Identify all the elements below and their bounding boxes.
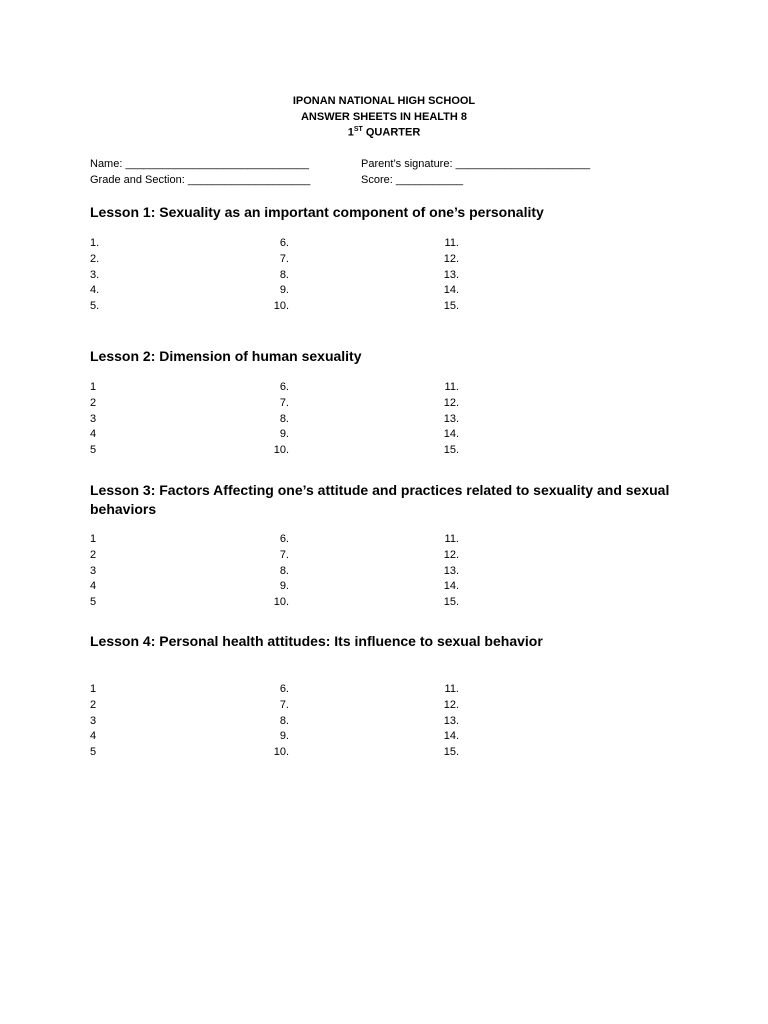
lesson-3-item: 1 <box>90 533 97 545</box>
lesson-1-item: 7. <box>279 252 289 265</box>
lesson-4-item: 3 <box>90 714 97 727</box>
lesson-1-item: 14. <box>443 284 459 297</box>
lesson-4-item: 13. <box>443 714 459 727</box>
lesson-1-item: 5. <box>90 300 100 313</box>
lesson-1-item: 3. <box>90 268 100 281</box>
lesson-3-item: 4 <box>90 580 97 593</box>
lesson-4-item: 6. <box>279 683 289 695</box>
lesson-2-item: 8. <box>279 412 289 425</box>
lesson-3-item: 8. <box>279 564 289 577</box>
lesson-2-item: 9. <box>279 428 289 441</box>
lesson-2-item: 6. <box>279 381 289 393</box>
lesson-1-item: 1. <box>90 237 100 249</box>
lesson-2-heading: Lesson 2: Dimension of human sexuality <box>90 348 362 364</box>
lesson-3-item: 9. <box>279 580 289 593</box>
lesson-4-item: 2 <box>90 698 97 711</box>
lesson-1-item: 6. <box>279 237 289 249</box>
lesson-2-item: 10. <box>273 444 289 457</box>
sheet-title: ANSWER SHEETS IN HEALTH 8 <box>300 111 468 123</box>
lesson-1-item: 9. <box>279 284 289 297</box>
quarter-superscript: ST <box>353 126 363 133</box>
quarter-label <box>0 126 768 139</box>
lesson-2-item: 14. <box>443 428 459 441</box>
school-name: IPONAN NATIONAL HIGH SCHOOL <box>292 95 476 107</box>
lesson-3-item: 7. <box>279 548 289 561</box>
lesson-1-item: 15. <box>443 300 459 313</box>
quarter-word: QUARTER <box>365 126 421 139</box>
lesson-2-item: 3 <box>90 412 97 425</box>
lesson-2-item: 5 <box>90 444 97 457</box>
lesson-3-item: 11. <box>444 533 459 545</box>
lesson-3-item: 12. <box>443 548 459 561</box>
lesson-3-item: 5 <box>90 596 97 609</box>
lesson-3-item: 15. <box>443 596 459 609</box>
name-field[interactable]: Name: ______________________________ <box>90 158 309 170</box>
lesson-1-item: 10. <box>273 300 289 313</box>
lesson-4-item: 10. <box>273 746 289 759</box>
lesson-2-item: 11. <box>444 381 459 393</box>
lesson-3-item: 2 <box>90 548 97 561</box>
lesson-2-item: 7. <box>279 396 289 409</box>
quarter-number: 1 <box>347 126 354 139</box>
lesson-2-item: 4 <box>90 428 97 441</box>
lesson-3-item: 13. <box>443 564 459 577</box>
lesson-4-item: 12. <box>443 698 459 711</box>
lesson-3-item: 6. <box>279 533 289 545</box>
lesson-4-item: 9. <box>279 730 289 743</box>
lesson-4-item: 7. <box>279 698 289 711</box>
lesson-3-item: 10. <box>273 596 289 609</box>
lesson-1-item: 4. <box>90 284 100 297</box>
lesson-1-item: 11. <box>444 237 459 249</box>
lesson-4-item: 4 <box>90 730 97 743</box>
score-field[interactable]: Score: ___________ <box>361 174 464 186</box>
lesson-1-item: 13. <box>443 268 459 281</box>
lesson-4-item: 1 <box>90 683 97 695</box>
lesson-2-item: 12. <box>443 396 459 409</box>
lesson-2-item: 2 <box>90 396 97 409</box>
lesson-3-item: 3 <box>90 564 97 577</box>
lesson-4-item: 15. <box>443 746 459 759</box>
lesson-2-item: 15. <box>443 444 459 457</box>
lesson-1-item: 12. <box>443 252 459 265</box>
lesson-4-item: 8. <box>279 714 289 727</box>
lesson-1-item: 8. <box>279 268 289 281</box>
lesson-4-item: 14. <box>443 730 459 743</box>
lesson-3-item: 14. <box>443 580 459 593</box>
lesson-1-item: 2. <box>90 252 100 265</box>
lesson-1-heading: Lesson 1: Sexuality as an important component of one’s personality <box>90 204 544 220</box>
lesson-2-item: 13. <box>443 412 459 425</box>
lesson-4-heading: Lesson 4: Personal health attitudes: Its influence to sexual behavior <box>90 633 543 649</box>
lesson-2-item: 1 <box>90 381 97 393</box>
lesson-4-item: 5 <box>90 746 97 759</box>
parent-signature-field[interactable]: Parent’s signature: ______________________ <box>361 158 591 170</box>
lesson-4-item: 11. <box>444 683 459 695</box>
grade-section-field[interactable]: Grade and Section: ____________________ <box>90 174 311 186</box>
lesson-3-heading: Lesson 3: Factors Affecting one’s attitude and practices related to sexuality and sexual behaviors <box>90 482 670 517</box>
